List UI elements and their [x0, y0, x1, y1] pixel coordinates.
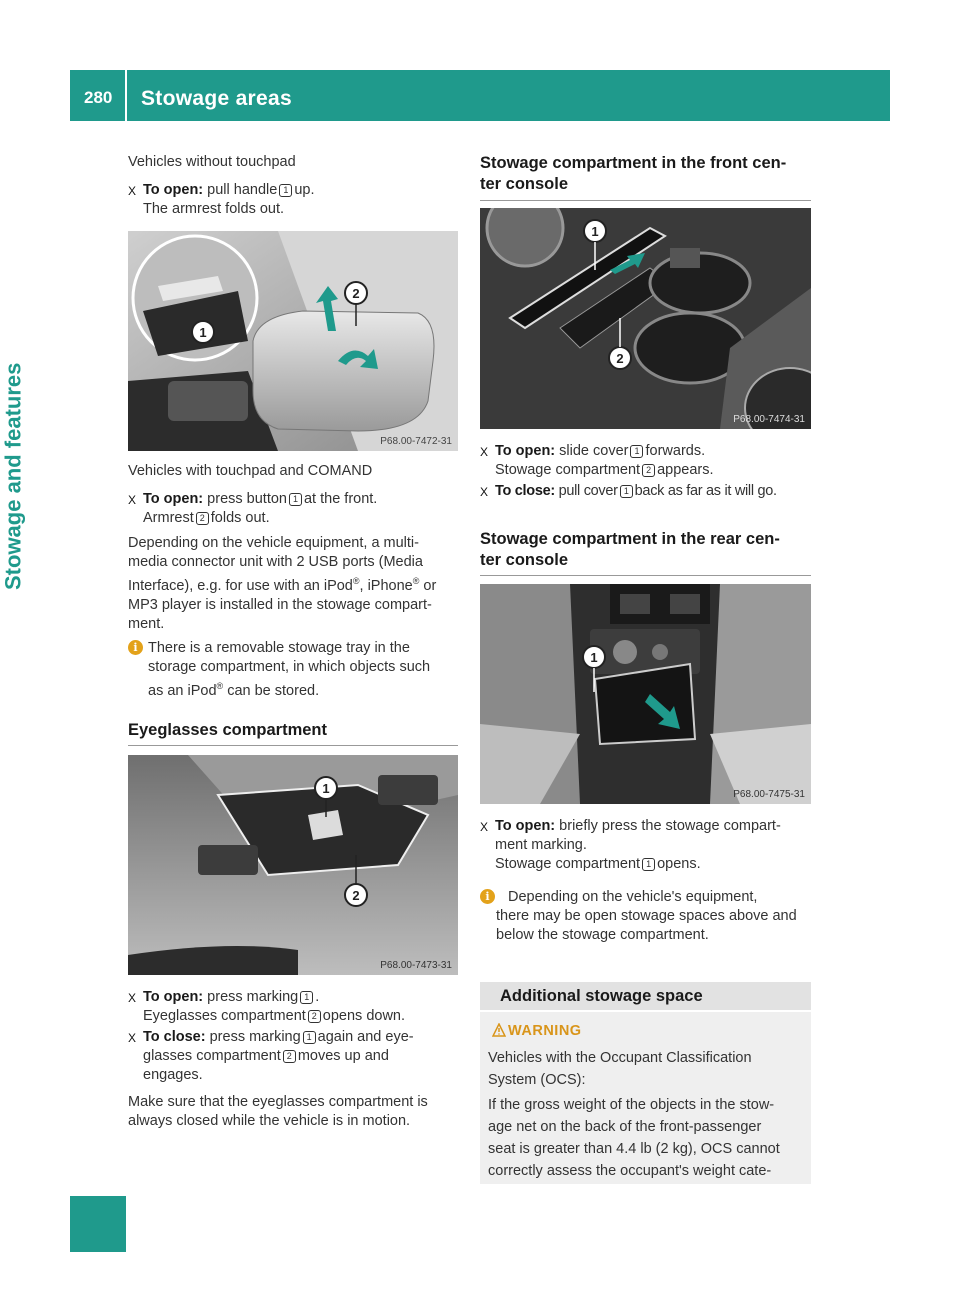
step-slide-cover: To open: slide cover 1 forwards.	[495, 443, 706, 459]
svg-text:1: 1	[591, 224, 599, 239]
marker-1-icon: 1	[300, 991, 313, 1004]
header-divider	[125, 70, 127, 121]
marker-1-icon: 1	[279, 184, 292, 197]
warning-label: WARNING	[508, 1023, 582, 1039]
rear-console-photo	[480, 584, 811, 804]
additional-stowage-heading: Additional stowage space	[480, 982, 811, 1010]
intro-with-touchpad: Vehicles with touchpad and COMAND	[128, 463, 373, 479]
step-arrow-icon: X	[128, 184, 137, 198]
info-icon: i	[128, 640, 143, 655]
step-result: Eyeglasses compartment 2 opens down.	[143, 1008, 406, 1024]
marker-2-icon: 2	[196, 512, 209, 525]
heading-rear-console: Stowage compartment in the rear cen- ter console	[480, 530, 780, 569]
step-press-marking: To open: briefly press the stowage compart- ment marking. Stowage compartment 1 opens.	[495, 818, 781, 872]
marker-2-icon: 2	[642, 464, 655, 477]
front-console-photo	[480, 208, 811, 429]
warning-triangle-icon	[492, 1023, 506, 1037]
step-open-armrest: To open: pull handle 1 up.	[143, 182, 315, 198]
svg-text:2: 2	[352, 286, 360, 301]
marker-1-icon: 1	[620, 485, 633, 498]
step-close-eyeglasses: To close: press marking 1 again and eye- glasses compartment 2 moves up and engages.	[143, 1029, 414, 1083]
marker-2-icon: 2	[283, 1050, 296, 1063]
side-tab-block	[70, 1196, 126, 1252]
side-tab-label: Stowage and features	[0, 362, 26, 590]
step-result: Armrest 2 folds out.	[143, 510, 270, 526]
photo-code: P68.00-7474-31	[733, 414, 805, 425]
marker-1-icon: 1	[303, 1031, 316, 1044]
marker-1-icon: 1	[289, 493, 302, 506]
page-number: 280	[84, 88, 113, 107]
info-note: Depending on the vehicle's equipment, there may be open stowage spaces above and below the stowage compartment.	[496, 889, 797, 943]
step-arrow-icon: X	[128, 991, 137, 1005]
marker-1-icon: 1	[642, 858, 655, 871]
intro-without-touchpad: Vehicles without touchpad	[128, 154, 296, 170]
step-arrow-icon: X	[480, 485, 489, 499]
heading-eyeglasses: Eyeglasses compartment	[128, 721, 328, 739]
step-press-button: To open: press button 1 at the front.	[143, 491, 378, 507]
eyeglasses-photo	[128, 755, 458, 975]
step-arrow-icon: X	[480, 445, 489, 459]
info-note: There is a removable stowage tray in the storage compartment, in which objects such as an iPod® can be stored.	[148, 640, 431, 699]
svg-text:1: 1	[590, 650, 598, 665]
step-arrow-icon: X	[128, 493, 137, 507]
divider	[480, 200, 811, 201]
svg-text:2: 2	[352, 888, 360, 903]
info-icon: i	[480, 889, 495, 904]
step-close-cover: To close: pull cover 1 back as far as it will go.	[495, 483, 777, 499]
photo-code: P68.00-7473-31	[380, 960, 452, 971]
safety-paragraph: Make sure that the eyeglasses compartment is always closed while the vehicle is in motion.	[128, 1094, 428, 1129]
svg-text:1: 1	[199, 325, 207, 340]
divider	[480, 575, 811, 576]
svg-text:1: 1	[322, 781, 330, 796]
marker-1-icon: 1	[630, 445, 643, 458]
photo-code: P68.00-7475-31	[733, 789, 805, 800]
step-arrow-icon: X	[128, 1031, 137, 1045]
step-result: The armrest folds out.	[143, 201, 285, 217]
armrest-photo	[128, 231, 458, 451]
heading-front-console: Stowage compartment in the front cen- ter console	[480, 154, 787, 193]
photo-code: P68.00-7472-31	[380, 436, 452, 447]
warning-text: Vehicles with the Occupant Classification System (OCS): If the gross weight of the objects in the stow- age net on the back of the front-passenger seat is greater than 4.4 lb (2 kg), OCS cannot correctly assess the occupant's weight cate-	[488, 1050, 780, 1179]
step-arrow-icon: X	[480, 820, 489, 834]
step-result: Stowage compartment 2 appears.	[495, 462, 714, 478]
divider	[128, 745, 458, 746]
svg-text:2: 2	[616, 351, 624, 366]
media-paragraph: Depending on the vehicle equipment, a multi- media connector unit with 2 USB ports (Media Interface), e.g. for use with an iPod®, iPhone® or MP3 player is installed in the stowage compart- ment.	[128, 535, 437, 632]
step-open-eyeglasses: To open: press marking 1 .	[143, 989, 320, 1005]
section-title: Stowage areas	[141, 87, 292, 110]
marker-2-icon: 2	[308, 1010, 321, 1023]
